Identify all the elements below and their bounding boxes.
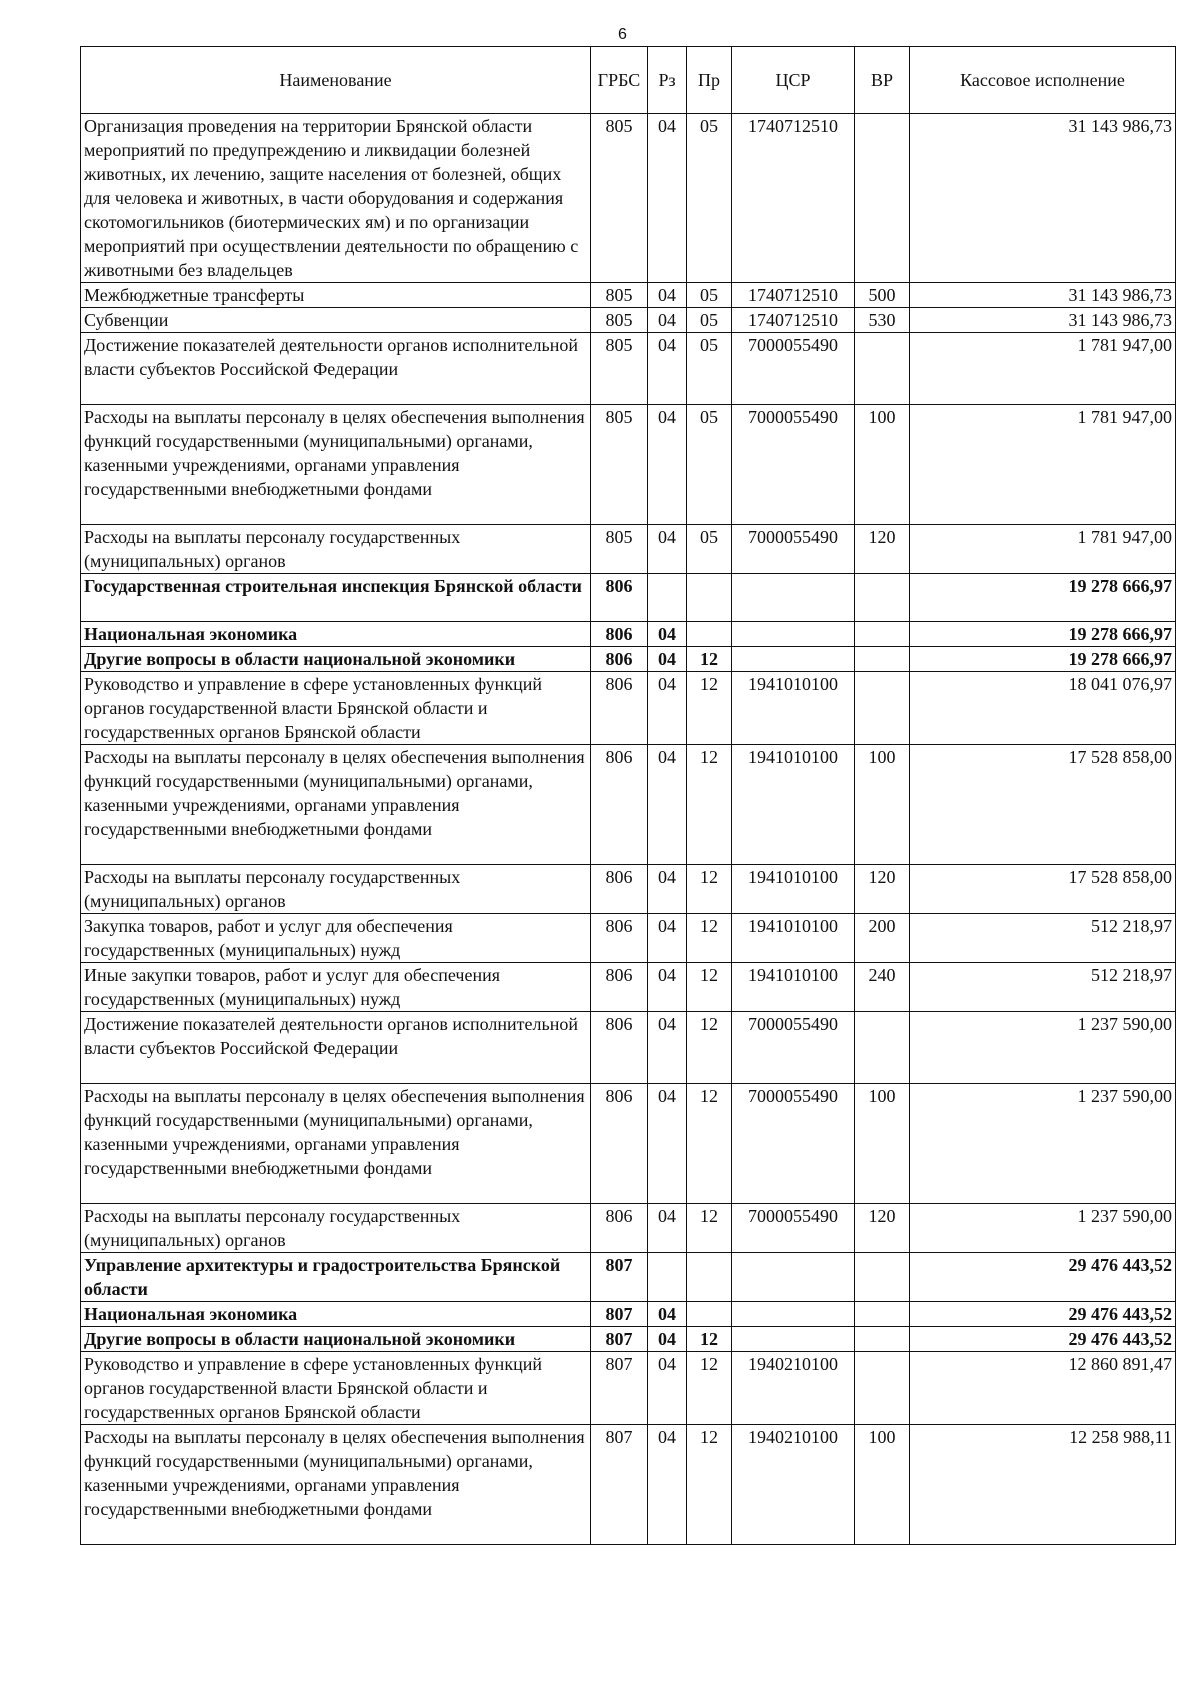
cell-name: Субвенции	[81, 308, 591, 333]
cell-rz: 04	[648, 647, 687, 672]
cell-grbs: 805	[591, 525, 648, 574]
cell-pr: 05	[687, 405, 732, 525]
cell-amount: 1 237 590,00	[910, 1012, 1176, 1084]
cell-rz: 04	[648, 622, 687, 647]
cell-vr	[855, 1352, 910, 1425]
cell-amount: 29 476 443,52	[910, 1253, 1176, 1302]
cell-grbs: 807	[591, 1352, 648, 1425]
cell-name: Расходы на выплаты персоналу государственных (муниципальных) органов	[81, 525, 591, 574]
cell-name: Достижение показателей деятельности органов исполнительной власти субъектов Российской Федерации	[81, 1012, 591, 1084]
cell-csr: 1941010100	[732, 745, 855, 865]
cell-amount: 29 476 443,52	[910, 1302, 1176, 1327]
cell-csr	[732, 1253, 855, 1302]
cell-rz: 04	[648, 672, 687, 745]
table-row	[81, 308, 1176, 333]
table-row	[81, 525, 1176, 574]
cell-name: Расходы на выплаты персоналу в целях обеспечения выполнения функций государственными (муниципальными) органами, казенными учреждениями, органами управления государственными внебюджетными фондами	[81, 745, 591, 865]
page-number: 6	[618, 26, 627, 43]
cell-rz: 04	[648, 333, 687, 405]
cell-name: Расходы на выплаты персоналу в целях обеспечения выполнения функций государственными (муниципальными) органами, казенными учреждениями, органами управления государственными внебюджетными фондами	[81, 1425, 591, 1545]
cell-vr	[855, 333, 910, 405]
table-row	[81, 963, 1176, 1012]
cell-rz: 04	[648, 1352, 687, 1425]
cell-csr: 1940210100	[732, 1352, 855, 1425]
cell-pr: 12	[687, 672, 732, 745]
cell-grbs: 807	[591, 1302, 648, 1327]
cell-vr	[855, 672, 910, 745]
header-vr: ВР	[855, 47, 910, 114]
cell-amount: 31 143 986,73	[910, 308, 1176, 333]
cell-amount: 1 237 590,00	[910, 1084, 1176, 1204]
cell-rz: 04	[648, 1302, 687, 1327]
cell-amount: 1 781 947,00	[910, 405, 1176, 525]
header-grbs: ГРБС	[591, 47, 648, 114]
cell-csr: 1941010100	[732, 914, 855, 963]
cell-name: Достижение показателей деятельности органов исполнительной власти субъектов Российской Федерации	[81, 333, 591, 405]
cell-name: Другие вопросы в области национальной экономики	[81, 1327, 591, 1352]
cell-vr: 240	[855, 963, 910, 1012]
cell-amount: 1 781 947,00	[910, 525, 1176, 574]
cell-vr: 100	[855, 1425, 910, 1545]
cell-csr	[732, 574, 855, 622]
cell-vr: 120	[855, 525, 910, 574]
cell-rz	[648, 1253, 687, 1302]
cell-pr: 12	[687, 1204, 732, 1253]
cell-grbs: 805	[591, 405, 648, 525]
cell-rz: 04	[648, 405, 687, 525]
cell-pr: 12	[687, 1327, 732, 1352]
cell-csr	[732, 622, 855, 647]
cell-pr: 05	[687, 525, 732, 574]
cell-rz: 04	[648, 865, 687, 914]
cell-amount: 18 041 076,97	[910, 672, 1176, 745]
cell-name: Руководство и управление в сфере установленных функций органов государственной власти Брянской области и государственных органов Брянской области	[81, 672, 591, 745]
table-row	[81, 647, 1176, 672]
cell-grbs: 805	[591, 333, 648, 405]
cell-grbs: 806	[591, 963, 648, 1012]
cell-rz: 04	[648, 114, 687, 283]
budget-execution-table	[80, 46, 1176, 1545]
cell-amount: 1 237 590,00	[910, 1204, 1176, 1253]
cell-vr: 530	[855, 308, 910, 333]
cell-grbs: 806	[591, 574, 648, 622]
cell-vr	[855, 574, 910, 622]
cell-grbs: 806	[591, 672, 648, 745]
table-header-row	[81, 47, 1176, 114]
cell-rz: 04	[648, 525, 687, 574]
cell-pr: 05	[687, 283, 732, 308]
cell-rz	[648, 574, 687, 622]
cell-pr: 12	[687, 1352, 732, 1425]
cell-csr: 7000055490	[732, 1204, 855, 1253]
cell-amount: 19 278 666,97	[910, 574, 1176, 622]
table-row	[81, 283, 1176, 308]
table-row	[81, 1327, 1176, 1352]
cell-pr: 12	[687, 1012, 732, 1084]
cell-grbs: 806	[591, 745, 648, 865]
cell-name: Закупка товаров, работ и услуг для обеспечения государственных (муниципальных) нужд	[81, 914, 591, 963]
cell-grbs: 806	[591, 1084, 648, 1204]
table-row	[81, 1302, 1176, 1327]
cell-grbs: 805	[591, 308, 648, 333]
cell-csr: 1941010100	[732, 865, 855, 914]
cell-vr	[855, 647, 910, 672]
cell-pr: 05	[687, 308, 732, 333]
cell-name: Межбюджетные трансферты	[81, 283, 591, 308]
cell-pr	[687, 1253, 732, 1302]
table-row	[81, 114, 1176, 283]
table-row	[81, 745, 1176, 865]
cell-csr: 7000055490	[732, 333, 855, 405]
cell-name: Национальная экономика	[81, 622, 591, 647]
cell-amount: 31 143 986,73	[910, 283, 1176, 308]
cell-grbs: 805	[591, 283, 648, 308]
cell-grbs: 806	[591, 622, 648, 647]
table-row	[81, 574, 1176, 622]
header-amount: Кассовое исполнение	[910, 47, 1176, 114]
cell-rz: 04	[648, 745, 687, 865]
cell-vr: 100	[855, 745, 910, 865]
cell-rz: 04	[648, 963, 687, 1012]
table-row	[81, 622, 1176, 647]
cell-vr: 120	[855, 1204, 910, 1253]
cell-vr	[855, 1012, 910, 1084]
cell-pr: 12	[687, 745, 732, 865]
table-row	[81, 914, 1176, 963]
cell-amount: 12 860 891,47	[910, 1352, 1176, 1425]
cell-name: Расходы на выплаты персоналу в целях обеспечения выполнения функций государственными (муниципальными) органами, казенными учреждениями, органами управления государственными внебюджетными фондами	[81, 1084, 591, 1204]
cell-pr: 05	[687, 114, 732, 283]
cell-amount: 17 528 858,00	[910, 745, 1176, 865]
table-row	[81, 865, 1176, 914]
cell-rz: 04	[648, 283, 687, 308]
cell-name: Организация проведения на территории Брянской области мероприятий по предупреждению и ликвидации болезней животных, их лечению, защите населения от болезней, общих для человека и животных, в части оборудования и содержания скотомогильников (биотермических ям) и по организации мероприятий при осуществлении деятельности по обращению с животными без владельцев	[81, 114, 591, 283]
cell-pr: 12	[687, 647, 732, 672]
table-body	[81, 114, 1176, 1545]
cell-pr: 12	[687, 963, 732, 1012]
cell-amount: 512 218,97	[910, 914, 1176, 963]
cell-name: Расходы на выплаты персоналу государственных (муниципальных) органов	[81, 1204, 591, 1253]
cell-pr: 05	[687, 333, 732, 405]
header-pr: Пр	[687, 47, 732, 114]
cell-rz: 04	[648, 1084, 687, 1204]
cell-vr: 500	[855, 283, 910, 308]
cell-grbs: 807	[591, 1253, 648, 1302]
cell-csr: 1941010100	[732, 672, 855, 745]
cell-vr	[855, 1302, 910, 1327]
cell-grbs: 807	[591, 1327, 648, 1352]
cell-vr: 100	[855, 405, 910, 525]
cell-amount: 12 258 988,11	[910, 1425, 1176, 1545]
cell-csr: 1940210100	[732, 1425, 855, 1545]
cell-vr: 100	[855, 1084, 910, 1204]
cell-name: Национальная экономика	[81, 1302, 591, 1327]
cell-vr	[855, 1253, 910, 1302]
cell-grbs: 806	[591, 1012, 648, 1084]
table-row	[81, 672, 1176, 745]
cell-grbs: 806	[591, 865, 648, 914]
cell-csr	[732, 647, 855, 672]
cell-rz: 04	[648, 1012, 687, 1084]
cell-amount: 29 476 443,52	[910, 1327, 1176, 1352]
cell-grbs: 805	[591, 114, 648, 283]
cell-vr: 200	[855, 914, 910, 963]
cell-csr: 7000055490	[732, 1012, 855, 1084]
cell-rz: 04	[648, 308, 687, 333]
cell-name: Расходы на выплаты персоналу государственных (муниципальных) органов	[81, 865, 591, 914]
cell-pr: 12	[687, 865, 732, 914]
cell-pr: 12	[687, 1084, 732, 1204]
cell-csr: 1740712510	[732, 283, 855, 308]
cell-grbs: 807	[591, 1425, 648, 1545]
table-row	[81, 1012, 1176, 1084]
cell-pr	[687, 574, 732, 622]
table-row	[81, 1253, 1176, 1302]
cell-amount: 1 781 947,00	[910, 333, 1176, 405]
cell-amount: 31 143 986,73	[910, 114, 1176, 283]
cell-grbs: 806	[591, 647, 648, 672]
header-csr: ЦСР	[732, 47, 855, 114]
cell-csr: 1941010100	[732, 963, 855, 1012]
cell-csr: 1740712510	[732, 114, 855, 283]
cell-pr: 12	[687, 1425, 732, 1545]
cell-pr	[687, 1302, 732, 1327]
cell-grbs: 806	[591, 1204, 648, 1253]
cell-csr: 1740712510	[732, 308, 855, 333]
cell-rz: 04	[648, 914, 687, 963]
table-row	[81, 1352, 1176, 1425]
cell-csr: 7000055490	[732, 405, 855, 525]
cell-rz: 04	[648, 1204, 687, 1253]
cell-pr	[687, 622, 732, 647]
cell-pr: 12	[687, 914, 732, 963]
table-row	[81, 405, 1176, 525]
header-rz: Рз	[648, 47, 687, 114]
cell-vr	[855, 1327, 910, 1352]
table-row	[81, 1084, 1176, 1204]
cell-csr: 7000055490	[732, 1084, 855, 1204]
cell-amount: 17 528 858,00	[910, 865, 1176, 914]
table-row	[81, 333, 1176, 405]
cell-csr	[732, 1302, 855, 1327]
cell-vr: 120	[855, 865, 910, 914]
table-row	[81, 1204, 1176, 1253]
cell-vr	[855, 114, 910, 283]
cell-name: Управление архитектуры и градостроительства Брянской области	[81, 1253, 591, 1302]
cell-amount: 19 278 666,97	[910, 647, 1176, 672]
cell-rz: 04	[648, 1425, 687, 1545]
cell-name: Другие вопросы в области национальной экономики	[81, 647, 591, 672]
table-row	[81, 1425, 1176, 1545]
cell-vr	[855, 622, 910, 647]
cell-name: Иные закупки товаров, работ и услуг для обеспечения государственных (муниципальных) нужд	[81, 963, 591, 1012]
header-name: Наименование	[81, 47, 591, 114]
cell-amount: 512 218,97	[910, 963, 1176, 1012]
cell-csr: 7000055490	[732, 525, 855, 574]
cell-name: Руководство и управление в сфере установленных функций органов государственной власти Брянской области и государственных органов Брянской области	[81, 1352, 591, 1425]
cell-amount: 19 278 666,97	[910, 622, 1176, 647]
cell-csr	[732, 1327, 855, 1352]
cell-name: Государственная строительная инспекция Брянской области	[81, 574, 591, 622]
cell-rz: 04	[648, 1327, 687, 1352]
cell-grbs: 806	[591, 914, 648, 963]
cell-name: Расходы на выплаты персоналу в целях обеспечения выполнения функций государственными (муниципальными) органами, казенными учреждениями, органами управления государственными внебюджетными фондами	[81, 405, 591, 525]
